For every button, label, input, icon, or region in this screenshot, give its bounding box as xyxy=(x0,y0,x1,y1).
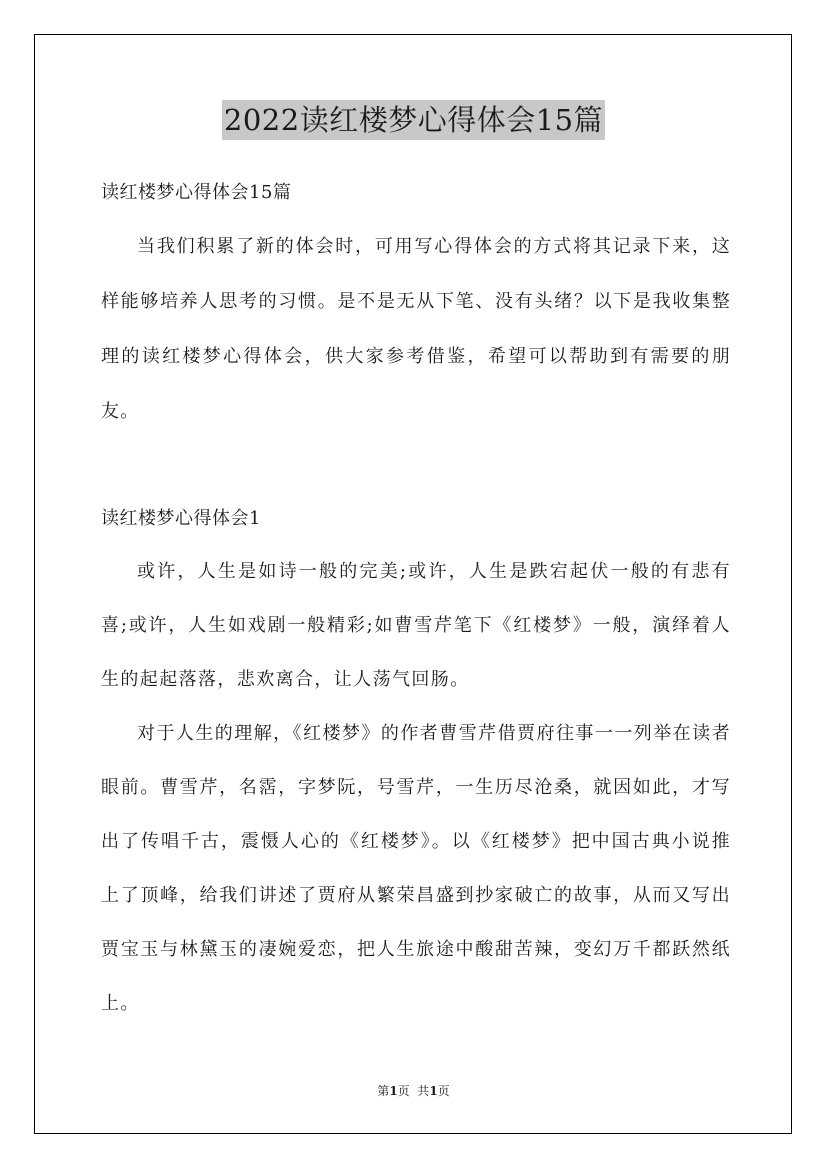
footer-prefix: 第 xyxy=(377,1084,390,1098)
section-1-body xyxy=(101,545,731,1031)
title-container xyxy=(0,100,827,140)
subtitle xyxy=(101,179,731,207)
section-1-heading: 读红楼梦心得体会1 xyxy=(101,508,261,529)
intro-block xyxy=(101,219,731,439)
section-1-paragraph-2: 对于人生的理解，《红楼梦》的作者曹雪芹借贾府往事一一列举在读者眼前。曹雪芹，名霑，字梦阮，号雪芹，一生历尽沧桑，就因如此，才写出了传唱千古，震慑人心的《红楼梦》。以《红楼梦》把中国古典小说推上了顶峰，给我们讲述了贾府从繁荣昌盛到抄家破亡的故事，从而又写出贾宝玉与林黛玉的凄婉爱恋，把人生旅途中酸甜苦辣，变幻万千都跃然纸上。 xyxy=(101,723,731,1014)
footer-page-total: 1 xyxy=(429,1084,438,1098)
section-1-heading-block xyxy=(101,505,731,533)
footer-mid: 页 共 xyxy=(397,1084,430,1098)
footer-suffix: 页 xyxy=(437,1084,450,1098)
section-1-paragraph-1: 或许，人生是如诗一般的完美;或许，人生是跌宕起伏一般的有悲有喜;或许，人生如戏剧一般精彩;如曹雪芹笔下《红楼梦》一般，演绎着人生的起起落落，悲欢离合，让人荡气回肠。 xyxy=(101,561,731,690)
intro-paragraph: 当我们积累了新的体会时，可用写心得体会的方式将其记录下来，这样能够培养人思考的习惯。是不是无从下笔、没有头绪？以下是我收集整理的读红楼梦心得体会，供大家参考借鉴，希望可以帮助到有需要的朋友。 xyxy=(101,236,731,422)
document-subtitle: 读红楼梦心得体会15篇 xyxy=(101,182,292,203)
footer-page-current: 1 xyxy=(389,1084,398,1098)
document-title: 2022读红楼梦心得体会15篇 xyxy=(222,100,605,140)
page-footer xyxy=(0,1083,827,1099)
